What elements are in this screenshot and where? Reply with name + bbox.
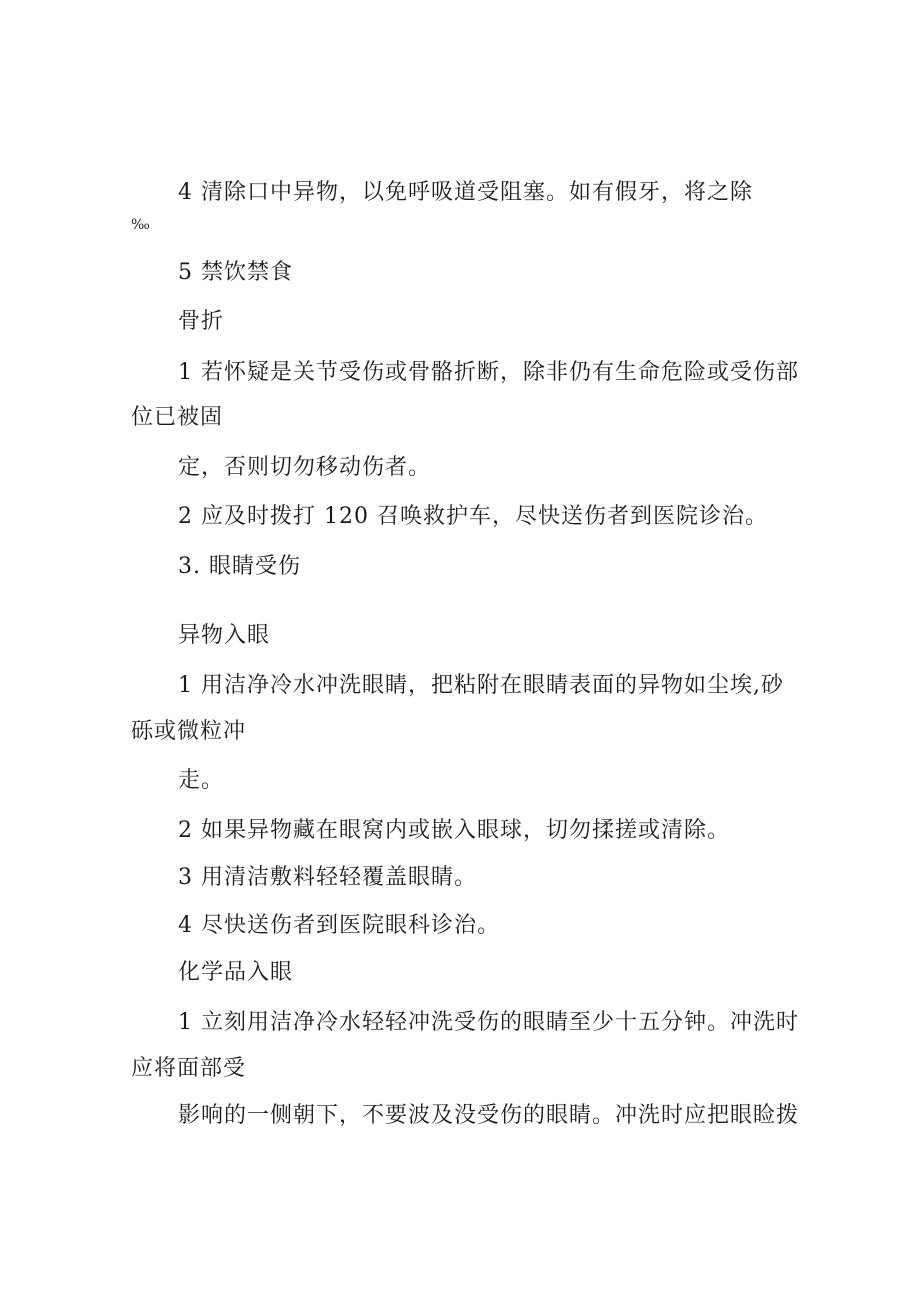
paragraph-chemical-1-end: 影响的一侧朝下，不要波及没受伤的眼睛。冲洗时应把眼睑拨 <box>178 1103 800 1128</box>
heading-eye-injury: 3. 眼睛受伤 <box>178 554 301 579</box>
paragraph-chemical-1: 1 立刻用洁净冷水轻轻冲洗受伤的眼睛至少十五分钟。冲洗时 <box>178 1010 799 1035</box>
heading-foreign-object-eye: 异物入眼 <box>178 623 271 648</box>
paragraph-eye-1: 1 用洁净冷水冲洗眼睛，把粘附在眼睛表面的异物如尘埃,砂 <box>178 673 784 698</box>
paragraph-no-food-drink: 5 禁饮禁食 <box>178 260 293 285</box>
paragraph-eye-4: 4 尽快送伤者到医院眼科诊治。 <box>178 913 500 938</box>
heading-chemical-eye: 化学品入眼 <box>178 960 294 985</box>
paragraph-remove-foreign-objects: 4 清除口中异物，以免呼吸道受阻塞。如有假牙，将之除 <box>178 180 753 205</box>
paragraph-fracture-2: 2 应及时拨打 120 召唤救护车，尽快送伤者到医院诊治。 <box>178 504 768 529</box>
paragraph-fracture-1-end: 定，否则切勿移动伤者。 <box>178 455 432 480</box>
paragraph-fracture-1: 1 若怀疑是关节受伤或骨骼折断，除非仍有生命危险或受伤部 <box>178 360 799 385</box>
paragraph-eye-1-end: 走。 <box>178 768 225 793</box>
heading-fracture: 骨折 <box>178 309 225 334</box>
paragraph-eye-1-cont: 砾或微粒冲 <box>131 719 247 744</box>
paragraph-eye-2: 2 如果异物藏在眼窝内或嵌入眼球，切勿揉搓或清除。 <box>178 818 730 843</box>
paragraph-continuation-mark: ‰ <box>131 217 151 233</box>
paragraph-chemical-1-cont: 应将面部受 <box>131 1056 247 1081</box>
paragraph-eye-3: 3 用清洁敷料轻轻覆盖眼睛。 <box>178 865 477 890</box>
paragraph-fracture-1-cont: 位已被固 <box>131 405 224 430</box>
